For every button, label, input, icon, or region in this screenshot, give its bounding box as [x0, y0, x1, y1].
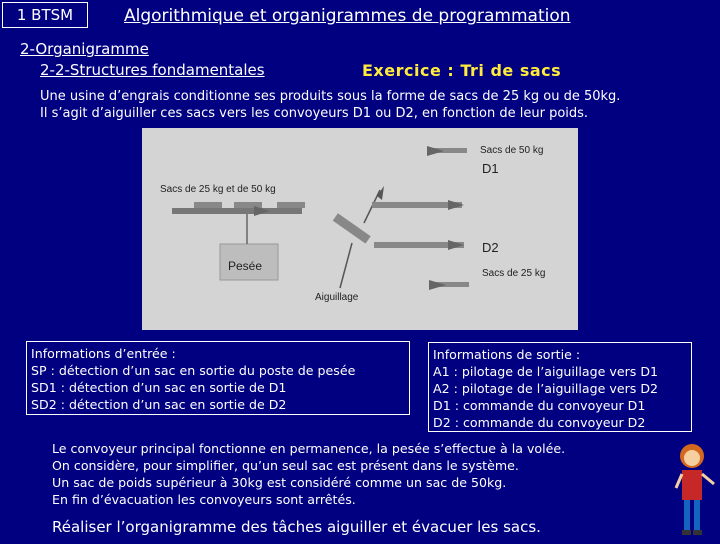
task-instruction: Réaliser l’organigramme des tâches aiguiller et évacuer les sacs. [52, 518, 541, 536]
slide-title: Algorithmique et organigrammes de programmation [124, 6, 571, 26]
output-info-title: Informations de sortie : [433, 347, 581, 362]
note-line: Un sac de poids supérieur à 30kg est considéré comme un sac de 50kg. [52, 475, 507, 490]
output-info-item: D2 : commande du convoyeur D2 [433, 415, 646, 430]
output-info-item: A2 : pilotage de l’aiguillage vers D2 [433, 381, 659, 396]
input-info-item: SD2 : détection d’un sac en sortie de D2 [31, 397, 287, 412]
output-info-item: A1 : pilotage de l’aiguillage vers D1 [433, 364, 659, 379]
arrow-right-icon [427, 146, 444, 156]
label-d2: D2 [482, 240, 499, 255]
switch-paddle [333, 213, 371, 243]
girl-illustration [672, 440, 718, 540]
bag-on-conveyor [234, 202, 262, 208]
label-sacs-50: Sacs de 50 kg [480, 145, 544, 156]
intro-line: Il s’agit d’aiguiller ces sacs vers les convoyeurs D1 ou D2, en fonction de leur poids. [40, 106, 589, 121]
input-info-title: Informations d’entrée : [31, 346, 176, 361]
arrow-right-icon [448, 240, 464, 250]
output-info-item: D1 : commande du convoyeur D1 [433, 398, 646, 413]
note-line: En fin d’évacuation les convoyeurs sont arrêtés. [52, 492, 356, 507]
arrow-right-icon [448, 200, 464, 210]
main-conveyor [172, 208, 302, 214]
note-line: On considère, pour simplifier, qu’un seul sac est présent dans le système. [52, 458, 519, 473]
section-heading: 2-Organigramme [20, 40, 149, 58]
label-pesee: Pesée [228, 259, 263, 273]
conveyor-diagram [142, 128, 578, 330]
bag-on-conveyor [194, 202, 222, 208]
input-info-box [26, 341, 410, 415]
class-badge: 1 BTSM [2, 2, 88, 28]
subsection-heading: 2-2-Structures fondamentales [40, 61, 265, 79]
bag-on-conveyor [277, 202, 305, 208]
arrow-right-icon [429, 280, 446, 290]
input-info-item: SP : détection d’un sac en sortie du poste de pesée [31, 363, 356, 378]
label-d1: D1 [482, 161, 499, 176]
label-sacs-in: Sacs de 25 kg et de 50 kg [160, 184, 276, 195]
label-aiguillage: Aiguillage [315, 292, 359, 303]
input-info-item: SD1 : détection d’un sac en sortie de D1 [31, 380, 287, 395]
label-sacs-25: Sacs de 25 kg [482, 268, 546, 279]
output-info-box [428, 342, 692, 432]
exercise-title: Exercice : Tri de sacs [362, 61, 562, 80]
intro-line: Une usine d’engrais conditionne ses produits sous la forme de sacs de 25 kg ou de 50kg. [40, 89, 621, 104]
note-line: Le convoyeur principal fonctionne en permanence, la pesée s’effectue à la volée. [52, 441, 566, 456]
